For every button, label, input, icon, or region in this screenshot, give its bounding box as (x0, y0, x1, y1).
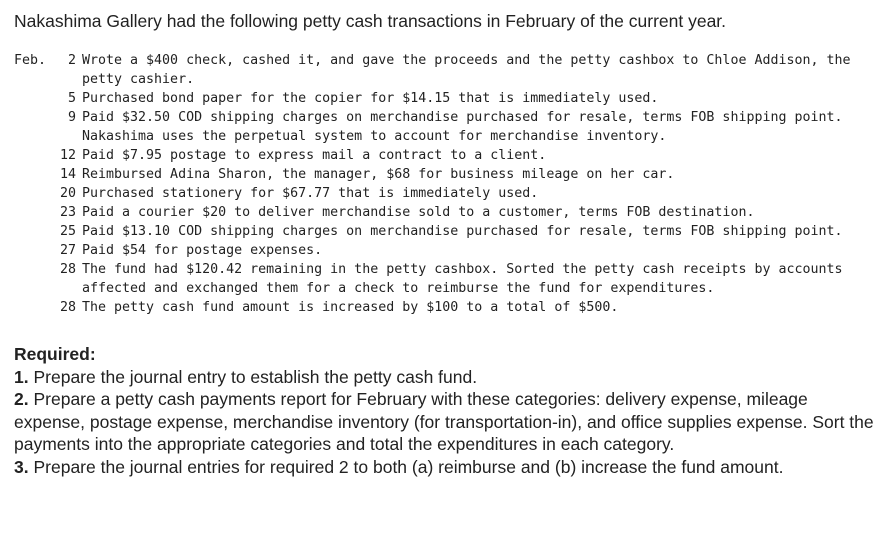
transaction-row (14, 260, 880, 298)
transaction-text: The fund had $120.42 remaining in the petty cashbox. Sorted the petty cash receipts by accounts affected and exchanged them for a check to reimburse the fund for expenditures. (82, 262, 843, 296)
transaction-row (14, 241, 880, 260)
required-item-text: Prepare the journal entry to establish the petty cash fund. (33, 366, 478, 387)
required-item (14, 388, 880, 456)
transaction-row (14, 165, 880, 184)
transaction-text: Purchased bond paper for the copier for $14.15 that is immediately used. (82, 91, 659, 106)
transaction-text: The petty cash fund amount is increased by $100 to a total of $500. (82, 300, 619, 315)
required-item-number: 1. (14, 366, 29, 387)
transaction-text: Reimbursed Adina Sharon, the manager, $68 for business mileage on her car. (82, 167, 675, 182)
transaction-row (14, 89, 880, 108)
transaction-text: Paid a courier $20 to deliver merchandise sold to a customer, terms FOB destination. (82, 205, 755, 220)
transaction-day: 5 (67, 91, 76, 106)
transaction-day: 14 (59, 167, 76, 182)
transaction-text: Wrote a $400 check, cashed it, and gave the proceeds and the petty cashbox to Chloe Addison, the petty cashier. (82, 53, 851, 87)
transaction-text: Paid $54 for postage expenses. (82, 243, 323, 258)
transaction-day: 25 (59, 224, 76, 239)
required-item-number: 2. (14, 389, 29, 409)
transaction-row (14, 184, 880, 203)
transaction-day: 28 (59, 262, 76, 277)
required-item-text: Prepare a petty cash payments report for February with these categories: delivery expense, mileage expense, postage expense, merchandise inventory (for transportation-in), and office supplies expense. Sort the payments into the appropriate categories and total the expenditures in each category. (14, 389, 874, 454)
transaction-text: Paid $13.10 COD shipping charges on merchandise purchased for resale, terms FOB shipping point. (82, 224, 843, 239)
transaction-day: 9 (67, 110, 76, 125)
transaction-row (14, 222, 880, 241)
required-item (14, 456, 880, 479)
transaction-text: Paid $7.95 postage to express mail a contract to a client. (82, 148, 547, 163)
transaction-row (14, 108, 880, 146)
required-item (14, 366, 880, 389)
required-item-number: 3. (14, 456, 29, 477)
transaction-text: Paid $32.50 COD shipping charges on merchandise purchased for resale, terms FOB shipping point. Nakashima uses the perpetual system to account for merchandise inventory. (82, 110, 843, 144)
transaction-day: 28 (59, 300, 76, 315)
transaction-row (14, 51, 880, 89)
transaction-day: 23 (59, 205, 76, 220)
transaction-row (14, 146, 880, 165)
required-section (14, 343, 880, 478)
required-item-text: Prepare the journal entries for required 2 to both (a) reimburse and (b) increase the fund amount. (33, 456, 784, 477)
transaction-row (14, 203, 880, 222)
intro-text: Nakashima Gallery had the following petty cash transactions in February of the current year. (14, 11, 727, 31)
transaction-day: 2 (67, 53, 76, 68)
transaction-day: 12 (59, 148, 76, 163)
transaction-month: Feb. (14, 53, 47, 68)
problem-page (14, 10, 880, 478)
transactions-list (14, 51, 880, 317)
transaction-day: 20 (59, 186, 76, 201)
transaction-row (14, 298, 880, 317)
transaction-day: 27 (59, 243, 76, 258)
transaction-text: Purchased stationery for $67.77 that is immediately used. (82, 186, 539, 201)
required-heading: Required: (14, 344, 96, 364)
